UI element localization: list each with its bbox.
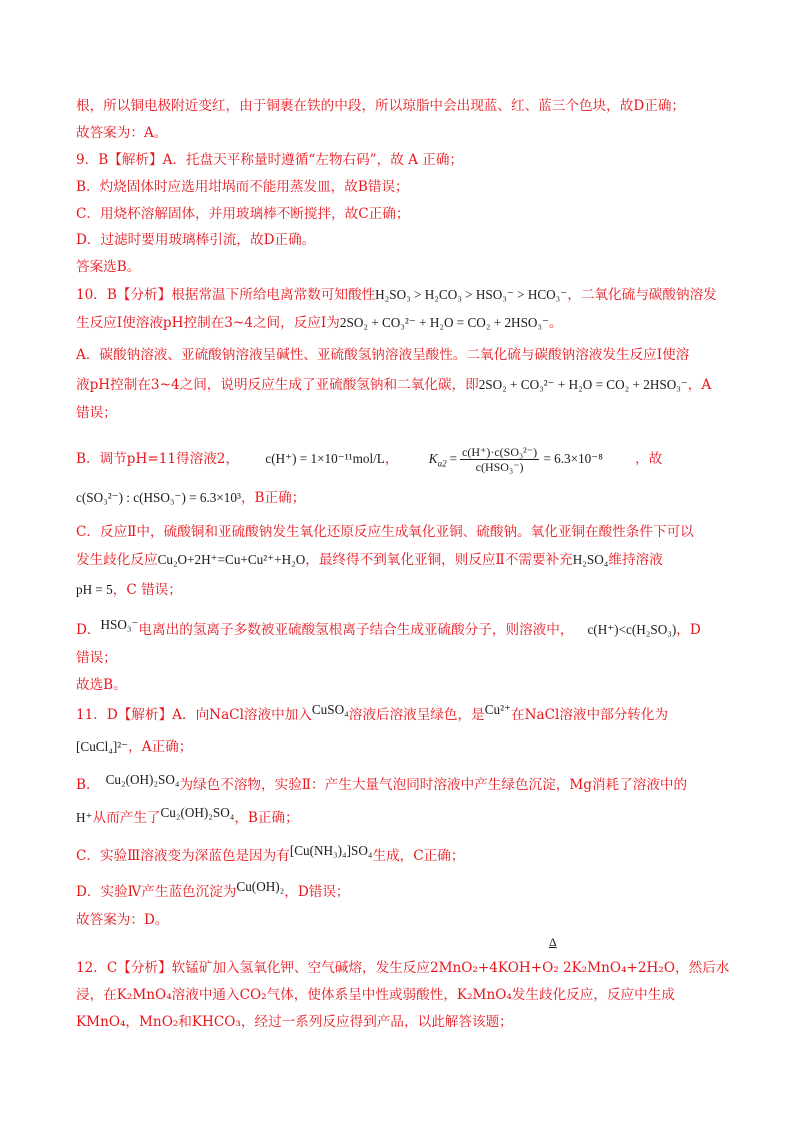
text-span: ，D错误； [284, 884, 350, 900]
ka-fraction [460, 445, 539, 474]
text-span: ，A [687, 377, 712, 393]
equals-sign: = [449, 451, 458, 466]
q10-option-c: C．反应Ⅱ中，硫酸铜和亚硫酸钠发生氧化还原反应生成氧化亚铜、硫酸钠。氧化亚铜在酸性条件下可以 [76, 524, 694, 540]
text-span: 10．B【分析】根据常温下所给电离常数可知酸性 [76, 287, 376, 303]
text-span: ， [384, 451, 399, 467]
ka-subscript: a2 [437, 458, 447, 469]
text-span: 从而产生了 [92, 810, 161, 826]
text-span: D． [76, 622, 101, 638]
q9-option-d: D．过滤时要用玻璃棒引流，故D正确。 [76, 232, 316, 248]
q10-line2 [76, 313, 730, 333]
text-span: D．实验Ⅳ产生蓝色沉淀为 [76, 884, 237, 900]
disproportionation-equation: Cu₂O+2H⁺=Cu+Cu²⁺+H₂O [157, 552, 306, 567]
q11-option-d [76, 879, 730, 902]
tetraammine-copper-sulfate: [Cu(NH₃)₄]SO₄ [289, 843, 373, 858]
ka-value: = 6.3×10⁻⁸ [543, 451, 603, 466]
basic-copper-sulfate: Cu₂(OH)₂SO₄ [160, 805, 235, 820]
ka-symbol: K [428, 451, 438, 466]
q10-option-b-cont [76, 488, 730, 508]
fraction-denominator: c(HSO₃⁻) [475, 460, 524, 474]
q11-heading [76, 702, 730, 725]
text-span: ，C 错误； [112, 582, 182, 598]
q11-line2 [76, 737, 730, 757]
text-span: C．实验Ⅲ溶液变为深蓝色是因为有 [76, 848, 290, 864]
q11-option-c [76, 843, 730, 866]
text-line: 根，所以铜电极附近变红，由于铜裹在铁的中段，所以琼脂中会出现蓝、红、蓝三个色块，故D正确； [76, 98, 686, 114]
concentration-ratio: c(SO₃²⁻) : c(HSO₃⁻) = 6.3×10³ [76, 490, 241, 505]
text-span: 为绿色不溶物，实验Ⅱ：产生大量气泡同时溶液中产生绿色沉淀，Mg消耗了溶液中的 [179, 777, 688, 793]
q9-heading: 9．B【解析】A．托盘天平称量时遵循“左物右码”，故 A 正确； [76, 152, 464, 168]
concentration-inequality: c(H⁺)<c(H₂SO₃) [587, 622, 677, 637]
text-span: B．调节pH=11得溶液2， [76, 451, 240, 467]
reaction-equation: 2SO₂ + CO₃²⁻ + H₂O = CO₂ + 2HSO₃⁻ [478, 377, 688, 392]
q11-option-b [76, 772, 730, 795]
text-span: ，B正确； [234, 810, 299, 826]
text-span: ，故 [635, 451, 663, 467]
q10-answer: 故选B。 [76, 677, 127, 693]
text-span: ，A正确； [128, 739, 193, 755]
q9-answer: 答案选B。 [76, 259, 141, 275]
copper-sulfate: CuSO₄ [311, 702, 349, 717]
fraction-numerator: c(H⁺)·c(SO₃²⁻) [462, 445, 538, 459]
copper-hydroxide: Cu(OH)₂ [236, 879, 285, 894]
text-span: ，D [676, 622, 701, 638]
text-line: 故答案为：A。 [76, 125, 168, 141]
text-span: ，最终得不到氧化亚铜，则反应Ⅱ不需要补充 [305, 552, 573, 568]
q12-line3: KMnO₄，MnO₂和KHCO₃，经过一系列反应得到产品，以此解答该题； [76, 1014, 513, 1030]
text-span: 。 [549, 315, 563, 331]
q11-answer: 故答案为：D。 [76, 912, 169, 928]
text-span: 生成，C正确； [372, 848, 465, 864]
q12-line2: 浸，在K₂MnO₄溶液中通入CO₂气体，使体系呈中性或弱酸性，K₂MnO₄发生歧化反应，反应中生成 [76, 987, 675, 1003]
text-span: 在NaCl溶液中部分转化为 [511, 707, 669, 723]
copper-ion: Cu²⁺ [484, 702, 511, 717]
hydrogen-ion: H⁺ [76, 810, 93, 825]
q10-option-c-cont [76, 550, 730, 570]
q10-option-d [76, 617, 730, 640]
q12-heading: 12．C【分析】软锰矿加入氢氧化钾、空气碱熔，发生反应2MnO₂+4KOH+O₂ 2K₂MnO₄+2H₂O，然后水 [76, 960, 730, 976]
q9-option-c: C．用烧杯溶解固体，并用玻璃棒不断搅拌，故C正确； [76, 206, 410, 222]
text-span: 电离出的氢离子多数被亚硫酸氢根离子结合生成亚硫酸分子，则溶液中， [138, 622, 574, 638]
tetrachlorocuprate-ion: [CuCl₄]²⁻ [76, 739, 129, 754]
text-span: 维持溶液 [608, 552, 663, 568]
text-span: ，二氧化硫与碳酸钠溶发 [567, 287, 717, 303]
ph-value: pH = 5 [76, 582, 113, 597]
text-span: 发生歧化反应 [76, 552, 158, 568]
text-span: ，B正确； [240, 490, 306, 506]
q10-heading [76, 285, 730, 305]
q10-option-b [76, 445, 730, 478]
bisulfite-ion: HSO₃⁻ [100, 617, 139, 632]
text-span: 生反应Ⅰ使溶液pH控制在3~4之间，反应Ⅰ为 [76, 315, 340, 331]
text-line: 错误； [76, 405, 117, 421]
reaction-equation: 2SO₂ + CO₃²⁻ + H₂O = CO₂ + 2HSO₃⁻ [339, 315, 549, 330]
acidity-formula: H₂SO₃ > H₂CO₃ > HSO₃⁻ > HCO₃⁻ [375, 287, 568, 302]
text-span: 溶液后溶液呈绿色，是 [348, 707, 485, 723]
sulfuric-acid: H₂SO₄ [572, 552, 609, 567]
text-line: 错误； [76, 650, 117, 666]
hydrogen-concentration: c(H⁺) = 1×10⁻¹¹mol/L [265, 451, 385, 466]
q10-option-a-cont [76, 375, 730, 395]
q10-option-a: A．碳酸钠溶液、亚硫酸钠溶液呈碱性、亚硫酸氢钠溶液呈酸性。二氧化硫与碳酸钠溶液发生反应Ⅰ使溶 [76, 347, 690, 363]
text-span: B． [76, 777, 100, 793]
q10-option-c-end [76, 580, 730, 600]
q11-option-b-cont [76, 805, 730, 828]
q9-option-b: B．灼烧固体时应选用坩埚而不能用蒸发皿，故B错误； [76, 179, 409, 195]
heating-symbol: Δ [549, 935, 557, 949]
text-span: 液pH控制在3~4之间，说明反应生成了亚硫酸氢钠和二氧化碳，即 [76, 377, 479, 393]
text-span: 11．D【解析】A．向NaCl溶液中加入 [76, 707, 312, 723]
basic-copper-sulfate: Cu₂(OH)₂SO₄ [105, 772, 180, 787]
